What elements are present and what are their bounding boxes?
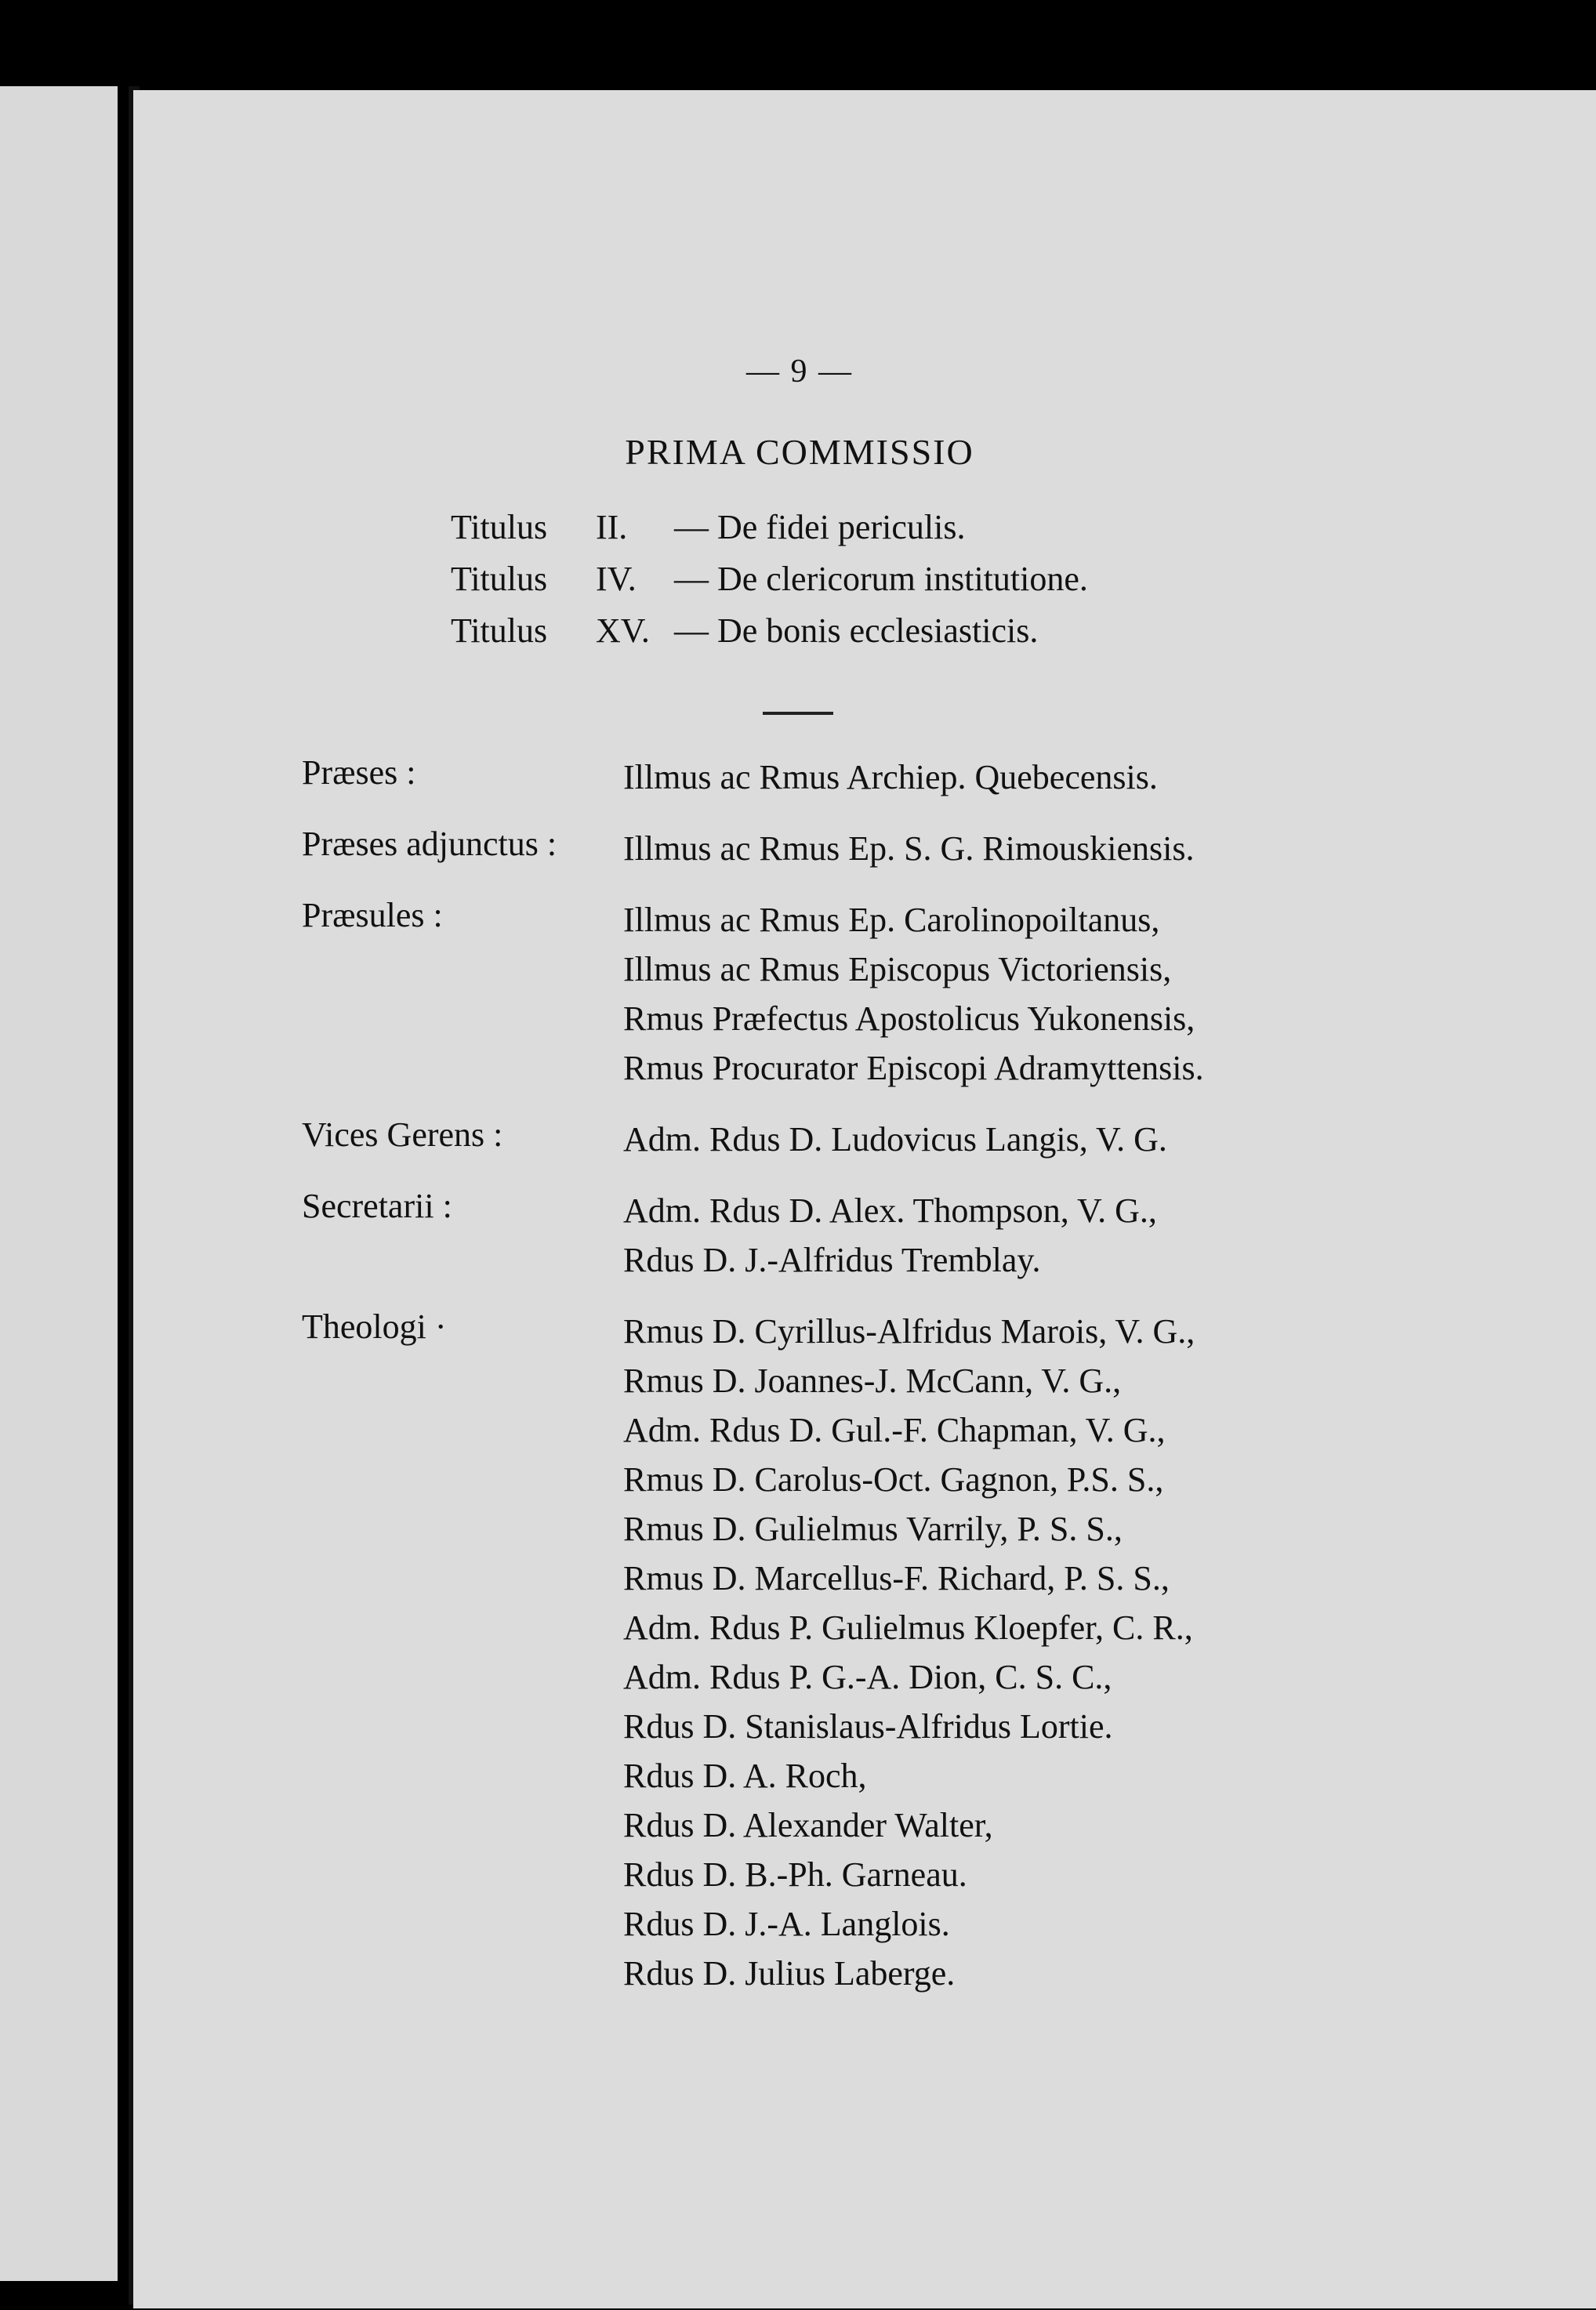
commission-members	[302, 752, 1321, 2020]
member-name: Rdus D. Julius Laberge.	[623, 1954, 956, 1993]
role-label: Theologi ·	[302, 1307, 447, 1346]
member-name: Adm. Rdus D. Alex. Thompson, V. G.,	[623, 1191, 1157, 1230]
page-number: — 9 —	[746, 354, 853, 390]
member-name: Illmus ac Rmus Ep. Carolinopoiltanus,	[623, 901, 1160, 939]
member-name: Rmus D. Joannes-J. McCann, V. G.,	[623, 1362, 1122, 1400]
titulus-number: II.	[596, 508, 628, 546]
member-name: Rdus D. Stanislaus-Alfridus Lortie.	[623, 1707, 1113, 1746]
member-name: Adm. Rdus D. Ludovicus Langis, V. G.	[623, 1120, 1167, 1159]
member-name: Rmus Præfectus Apostolicus Yukonensis,	[623, 999, 1195, 1038]
member-name: Rmus D. Marcellus-F. Richard, P. S. S.,	[623, 1559, 1170, 1597]
member-name: Rmus D. Gulielmus Varrily, P. S. S.,	[623, 1510, 1123, 1548]
role-theologi	[302, 1307, 1321, 1998]
member-name: Illmus ac Rmus Ep. S. G. Rimouskiensis.	[623, 829, 1195, 868]
role-label: Præses adjunctus :	[302, 825, 557, 863]
role-label: Vices Gerens :	[302, 1115, 503, 1154]
member-name: Illmus ac Rmus Archiep. Quebecensis.	[623, 758, 1158, 796]
role-praeses	[302, 752, 1321, 802]
role-secretarii	[302, 1186, 1321, 1285]
member-name: Rdus D. J.-Alfridus Tremblay.	[623, 1241, 1041, 1279]
titulus-text: — De clericorum institutione.	[674, 560, 1088, 598]
role-names	[623, 1115, 1321, 1164]
titulus-list	[451, 502, 1088, 657]
role-names	[623, 824, 1321, 873]
titulus-number: IV.	[596, 560, 637, 598]
member-name: Rmus D. Carolus-Oct. Gagnon, P.S. S.,	[623, 1460, 1164, 1499]
facing-page	[0, 86, 118, 2281]
titulus-row	[451, 605, 1088, 657]
role-praeses-adjunctus	[302, 824, 1321, 873]
titulus-number: XV.	[596, 611, 650, 650]
role-praesules	[302, 895, 1321, 1093]
titulus-label: Titulus	[451, 611, 548, 650]
titulus-text: — De bonis ecclesiasticis.	[674, 611, 1039, 650]
member-name: Adm. Rdus P. G.-A. Dion, C. S. C.,	[623, 1658, 1112, 1696]
titulus-label: Titulus	[451, 508, 548, 546]
role-label: Secretarii :	[302, 1187, 452, 1225]
member-name: Rmus Procurator Episcopi Adramyttensis.	[623, 1049, 1204, 1087]
member-name: Adm. Rdus P. Gulielmus Kloepfer, C. R.,	[623, 1608, 1193, 1647]
role-vices-gerens	[302, 1115, 1321, 1164]
titulus-row	[451, 553, 1088, 605]
page-title: PRIMA COMMISSIO	[625, 432, 974, 472]
member-name: Rdus D. J.-A. Langlois.	[623, 1905, 950, 1943]
member-name: Rdus D. A. Roch,	[623, 1757, 867, 1795]
role-names	[623, 1307, 1321, 1998]
member-name: Rdus D. B.-Ph. Garneau.	[623, 1855, 967, 1894]
role-label: Præses :	[302, 753, 416, 792]
titulus-text: — De fidei periculis.	[674, 508, 966, 546]
member-name: Rmus D. Cyrillus-Alfridus Marois, V. G.,	[623, 1312, 1195, 1351]
divider	[763, 712, 833, 715]
role-names	[623, 752, 1321, 802]
member-name: Illmus ac Rmus Episcopus Victoriensis,	[623, 950, 1172, 988]
role-label: Præsules :	[302, 896, 443, 934]
member-name: Adm. Rdus D. Gul.-F. Chapman, V. G.,	[623, 1411, 1166, 1449]
titulus-label: Titulus	[451, 560, 548, 598]
role-names	[623, 895, 1321, 1093]
member-name: Rdus D. Alexander Walter,	[623, 1806, 993, 1844]
titulus-row	[451, 502, 1088, 553]
role-names	[623, 1186, 1321, 1285]
